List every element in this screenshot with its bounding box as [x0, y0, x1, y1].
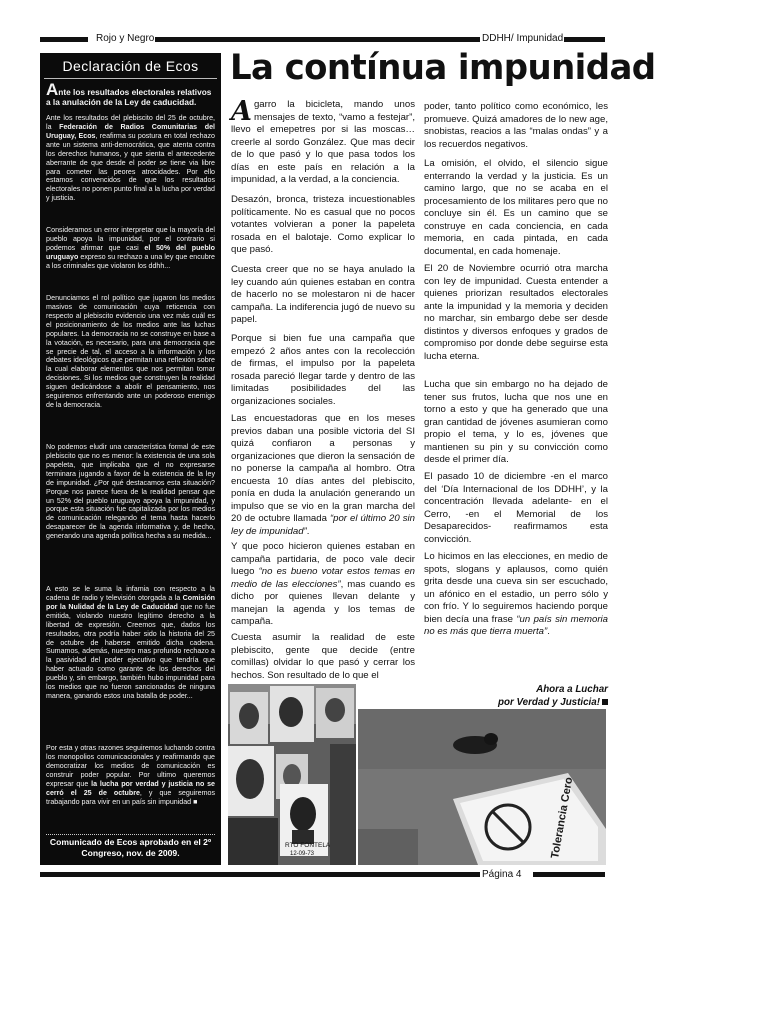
header-rule-left [40, 37, 88, 42]
footer-rule-left [40, 872, 480, 877]
declaration-sidebar [40, 53, 221, 865]
article-col1-paragraph-2: Desazón, bronca, tristeza incuestionables políticamente. No es casual que no pocos votantes volvieran a poner la papeleta rosada en el balotaje. Como explicar lo que pasó. [231, 194, 415, 255]
article-col1-p6-text: Y que poco hicieron quienes estaban en campaña partidaria, de poco vale decir luego [231, 541, 415, 577]
article-col1-p1-text: garro la bicicleta, mando unos mensajes de texto, “vamo a festejar”, llevo el emepetres por si las moscas… creerle al sordo González. Que mas decir de lo que pasó y lo que pasa todos los días en este país en relación a la impunidad, a la verdad, a la conciencia. [231, 99, 415, 185]
article-col1-p5-quote: “por el último 20 sin ley de impunidad” [231, 513, 415, 537]
sidebar-paragraph-4: No podemos eludir una característica formal de este plebiscito que no es menor: la existencia de una sola papeleta, que implicaba que el no expresarse terminara jugando a favor de la existencia de la ley de impunidad. ¿Por qué destacamos esta situación? Porque nos parece fuera de la realidad pensar que un 52% del pueblo uruguayo apoya la impunidad, y porque esta situación fue capitalizada por los medios de comunicación relegando el tema hasta hacerlo desaparecer de la agenda informativa y, de hecho, generando una agenda política hecha a su medida... [46, 443, 215, 541]
section-label: Rojo y Negro [96, 33, 155, 44]
sign-text: Tolerancia Cero [549, 776, 576, 860]
footer-rule-right [533, 872, 605, 877]
photo-date-label: 12-09-73 [290, 851, 315, 857]
sidebar-footer: Comunicado de Ecos aprobado en el 2º Congreso, nov. de 2009. [49, 837, 212, 858]
article-col1-p6-quote: “no es bueno votar estos temas en medio de las elecciones” [231, 566, 415, 590]
article-col2-p6-quote: “un país sin memoria no es más que tierra muerta” [424, 613, 608, 637]
sidebar-p1-bold: Federación de Radios Comunitarias del Uruguay, Ecos [46, 122, 215, 140]
sidebar-p1-text: Ante los resultados del plebiscito del 25 de octubre, la [46, 114, 215, 131]
sidebar-p5-text-end: que no fue emitida, violando nuestro legítimo derecho a la libertad de expresión. Creemos que, dados los resultados, otra podría haber sido la historia del 25 de octubre de haberse emitido dicha cadena. Sumamos, además, nuestro mas profundo rechazo a la pasividad del poder ejecutivo que tendría que haber actuado como garante de los derechos del pueblo y, sin embargo, también hubo impunidad para los medios que no fueron sancionados de ninguna manera, ganando estos una batalla de poder... [46, 602, 216, 701]
article-col2-paragraph-6 [424, 551, 608, 639]
sidebar-p1-text-end: , reafirma su postura en total rechazo ante un sistema anti-democrática, que atenta contra los derechos humanos, y que sienta el antecedente aberrante de que desde el poder se tiene via libre para cometer las peores atrocidades. Por ello estamos convencidos de que los resultados electorales no ponen punto final a la lucha por verdad y justicia. [46, 131, 215, 203]
photo-street [358, 709, 606, 865]
article-col1-p6-end: , mas cuando es dicho por quienes llevan delante y manejan la agenda y los temas de campaña. [231, 578, 415, 627]
article-col1-p5-text: Las encuestadoras que en los meses previos daban una posible victoria del SI quizá confiaron a personas y organizaciones que dieron la sensación de no ponerse la campaña al hombro. Otra encuesta 10 días antes del plebiscito, ponía en duda la anulación generando un impulso que se vio en la gran marcha del 20 de octubre llamada [231, 413, 415, 524]
sidebar-p5-text: A esto se le suma la infamia con respecto a la cadena de radio y televisión otorgada a la [46, 585, 215, 602]
sidebar-paragraph-2 [46, 226, 215, 271]
topic-label: DDHH/ Impunidad [482, 33, 564, 44]
sidebar-paragraph-1 [46, 114, 215, 203]
article-col2-paragraph-2: La omisión, el olvido, el silencio sigue enterrando la verdad y la justicia. Es un camino largo, que no se acaba en el procesamiento de los militares pero que no concluye sin él. Es un camino que se construye en cada conciencia, en cada memoria, en cada pintada, en cada documental, en cada homenaje. [424, 158, 608, 257]
closing-line-1: Ahora a Luchar [536, 684, 608, 695]
sidebar-paragraph-6 [46, 744, 215, 806]
article-col1-paragraph-7: Cuesta asumir la realidad de este plebiscito, gente que decide (entre comillas) olvidar lo que pasó y cerrar los hechos. Son resultado de lo que el [231, 632, 415, 681]
sidebar-p2-text-end: expreso su rechazo a una ley que encubre a los criminales que violaron los ddhh... [46, 252, 215, 270]
photo-name-label: RTO FONTELA [285, 842, 331, 849]
sidebar-paragraph-5 [46, 585, 215, 701]
sidebar-p2-text: Consideramos un error interpretar que la mayoría del pueblo apoya la impunidad, por el contrario si podemos afirmar que casi [46, 226, 215, 252]
sidebar-dotted-divider [46, 834, 215, 835]
article-col2-p6-end: . [547, 626, 550, 637]
article-closing [424, 684, 608, 709]
article-col2-paragraph-4: Lucha que sin embargo no ha dejado de tener sus frutos, lucha que nos une en torno a esto y que ha generado que una gran cantidad de jóvenes asumieran como propio el tema, y lo es, jóvenes que mantienen su pin y su convicción como desde el primer día. [424, 379, 608, 465]
sidebar-p6-bold: la lucha por verdad y justicia no se cerró el 25 de octubre [46, 779, 215, 797]
street-illustration [358, 709, 606, 865]
header-rule-right [564, 37, 605, 42]
article-col2-paragraph-1: poder, tanto político como económico, les promueve. Quizá amadores de lo new age, snobistas, reacios a las “malas ondas” y a los recuerdos negativos. [424, 101, 608, 150]
end-mark-icon: ■ [193, 797, 198, 806]
portraits-illustration [228, 684, 356, 865]
sidebar-p6-text-end: , y que seguiremos trabajando para vivir en un país sin impunidad [46, 788, 215, 806]
sidebar-p2-bold: el 50% del pueblo uruguayo [46, 243, 215, 261]
article-col1-paragraph-3: Cuesta creer que no se haya anulado la ley cuando aún quienes estaban en contra de hacerlo no se molestaron ni de hacer campaña. La indiferencia jugó de nuevo su papel. [231, 264, 415, 325]
sidebar-intro-text: nte los resultados electorales relativos a la anulación de la Ley de caducidad. [46, 87, 212, 107]
closing-line-2-wrap [424, 697, 608, 710]
article-col1-paragraph-5 [231, 413, 415, 538]
sidebar-title: Declaración de Ecos [62, 58, 199, 74]
sidebar-title-rule [44, 78, 217, 79]
sidebar-dropcap: A [46, 80, 59, 99]
article-col1-paragraph-4: Porque si bien fue una campaña que empezó 2 años antes con la recolección de firmas, el impulso por la papeleta rosada pareció llegar tarde y dentro de las limitadas posibilidades del las organizaciones sociales. [231, 333, 415, 407]
sidebar-p6-text: Por esta y otras razones seguiremos luchando contra los monopolios comunicacionales y reafirmando que democratizar los medios de comunicación es construir poder popular. Por ultimo queremos expresar que [46, 744, 215, 788]
header-rule-center [155, 37, 480, 42]
sidebar-paragraph-3: Denunciamos el rol político que jugaron los medios masivos de comunicación cuya reticencia con respecto al plebiscito evidencio una vez más cuál es el posicionamiento de los medios ante las luchas populares. La democracia no se construye en base a la votación, es necesario, para una democracia que se precie de tal, el acceso a la información y los debates ideológicos que permitan una reflexión sobre la cual elaborar elementos que nos permitan tomar decisiones. Si los medios que construyen la realidad siguen dedicándose a abolir el pensamiento, nos seguiremos enfrentando ante un poderoso enemigo de la democracia. [46, 294, 215, 410]
article-dropcap: A [231, 96, 252, 127]
article-col1-paragraph-6 [231, 541, 415, 629]
closing-line-2: por Verdad y Justicia! [498, 696, 600, 708]
article-headline: La contínua impunidad [230, 48, 656, 88]
article-col1-paragraph-1 [231, 96, 415, 187]
sidebar-p5-bold: Comisión por la Nulidad de la Ley de Caducidad [46, 593, 215, 611]
article-col2-paragraph-5: El pasado 10 de diciembre -en el marco del ‘Día Internacional de los DDHH’, y la concentración llevada adelante- en el Cerro, -en el Memorial de los Desaparecidos- reafirmamos esta convicción. [424, 471, 608, 545]
end-mark-icon [602, 699, 608, 705]
article-col1-p5-end: . [306, 525, 310, 537]
article-col2-paragraph-3: El 20 de Noviembre ocurrió otra marcha con ley de impunidad. Cuesta entender a quienes priorizan resultados electorales ante la impunidad y la memoria y deciden no marchar, sin embargo debe ser desde distintos y diversos enfoques y grados de compromiso por donde debe seguirse esta lucha eterna. [424, 263, 608, 362]
article-col2-p6-text: Lo hicimos en las elecciones, en medio de spots, slogans y aplausos, como quién grita desde una cueva sin ser escuchado, un afónico en el estadio, un perro sólo y con frío. Y lo seguiremos haciendo porque bien decía una frase [424, 551, 608, 625]
photo-portraits [228, 684, 356, 865]
sidebar-intro [46, 80, 215, 107]
page-number: Página 4 [482, 869, 522, 880]
